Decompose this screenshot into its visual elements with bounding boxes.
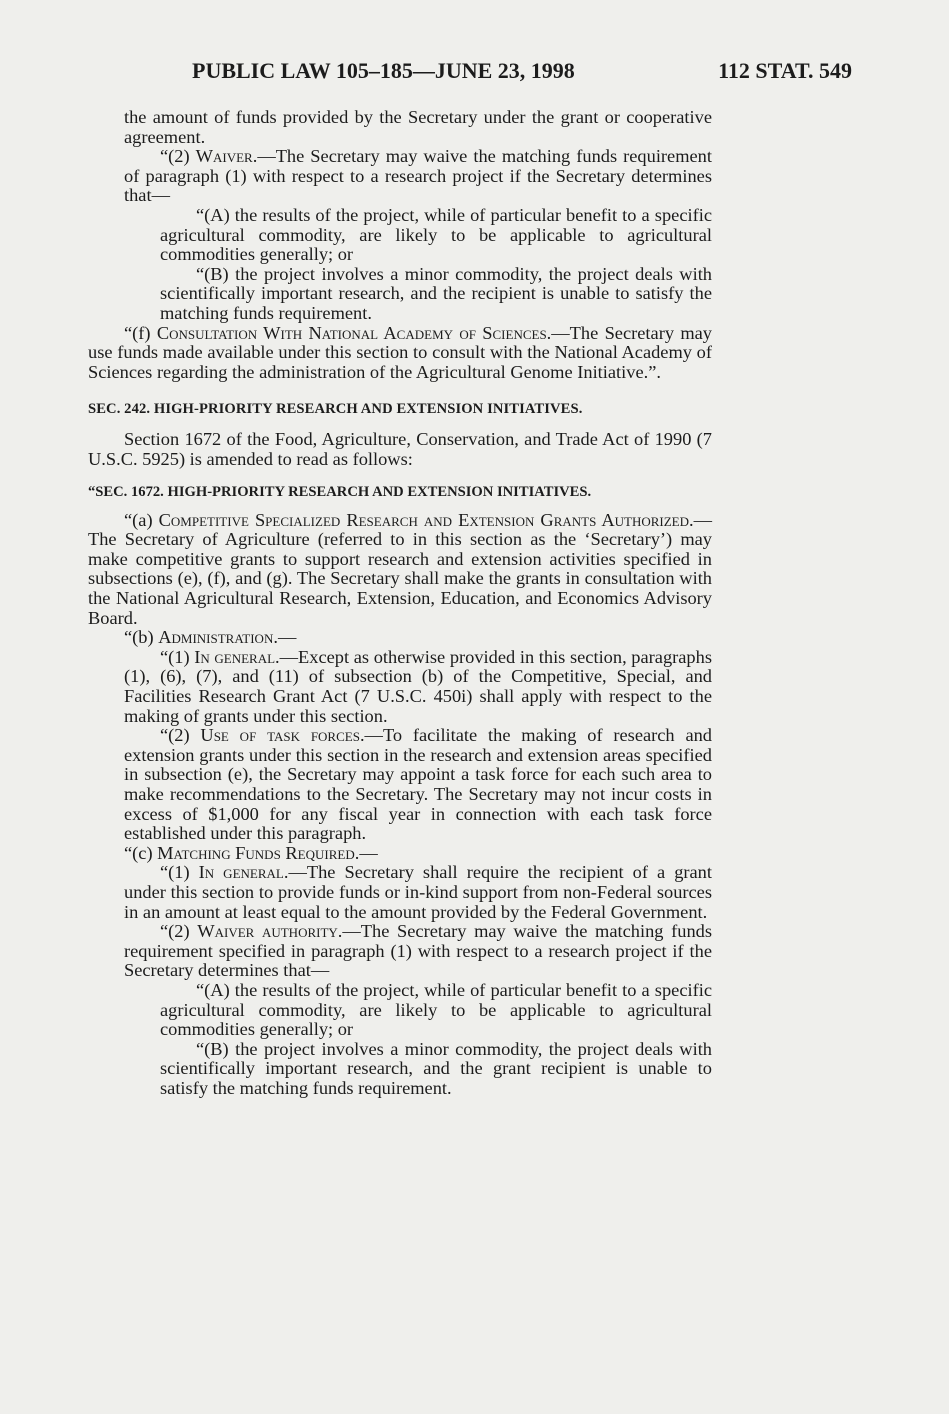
subparagraph-c2a: “(A) the results of the project, while of particular benefit to a specific agricultural commodity, are likely to be applicable to agricultural commodities generally; or <box>160 979 712 1040</box>
header-stat-page: 112 STAT. 549 <box>718 58 852 83</box>
paragraph-text: —Except as otherwise provided in this section, paragraphs (1), (6), (7), and (11) of subsection (b) of the Competitive, Special, and Facilities Research Grant Act (7 U.S.C. 450i) shall apply with respect to the making of grants under this section. <box>124 646 712 726</box>
subsection-heading: Matching Funds Required. <box>157 842 360 863</box>
paragraph-designator: “(1) <box>160 862 199 883</box>
paragraph-continuation: the amount of funds provided by the Secretary under the grant or cooperative agreement. <box>124 107 712 147</box>
subsection-heading: Competitive Specialized Research and Extension Grants Authorized. <box>158 509 694 530</box>
paragraph-heading: Waiver authority. <box>197 921 343 942</box>
subsection-c <box>88 844 712 864</box>
subsection-text: —The Secretary of Agriculture (referred to in this section as the ‘Secretary’) may make competitive grants to support research and extension activities specified in subsections (e), (f), and (g). The Secretary shall make the grants in consultation with the National Agricultural Research, Extension, Education, and Economics Advisory Board. <box>88 509 712 628</box>
subsection-text: — <box>277 627 297 648</box>
subsection-heading: Administration. <box>158 627 278 648</box>
paragraph-text: —The Secretary may waive the matching funds requirement of paragraph (1) with respect to a research project if the Secretary determines that— <box>124 146 712 206</box>
section-heading-242: SEC. 242. HIGH-PRIORITY RESEARCH AND EXTENSION INITIATIVES. <box>88 401 583 418</box>
paragraph-text: —To facilitate the making of research and extension grants under this section in the research and extension areas specified in subsection (e), the Secretary may appoint a task force for each such area to make recommendations to the Secretary. The Secretary may not incur costs in excess of $1,000 for any fiscal year in connection with each task force established under this paragraph. <box>124 725 712 844</box>
paragraph-heading: In general. <box>198 862 289 883</box>
subparagraph-a: “(A) the results of the project, while of particular benefit to a specific agricultural commodity, are likely to be applicable to agricultural commodities generally; or <box>160 204 712 265</box>
paragraph-designator: “(2) <box>160 146 196 167</box>
subsection-b <box>88 628 712 648</box>
subparagraph-b: “(B) the project involves a minor commodity, the project deals with scientifically important research, and the recipient is unable to satisfy the matching funds requirement. <box>160 263 712 323</box>
paragraph-designator: “(2) <box>160 725 201 746</box>
paragraph-text: —The Secretary may waive the matching funds requirement specified in paragraph (1) with respect to a research project if the Secretary determines that— <box>124 921 712 981</box>
paragraph-heading: Use of task forces. <box>200 725 365 746</box>
paragraph-c1 <box>88 863 712 922</box>
paragraph-b2 <box>88 726 712 844</box>
subsection-designator: “(b) <box>124 627 159 648</box>
paragraph-designator: “(1) <box>160 646 195 667</box>
subsection-designator: “(f) <box>124 322 157 343</box>
subsection-a <box>88 511 712 629</box>
paragraph-heading: Waiver. <box>195 146 258 167</box>
section-heading-1672: “SEC. 1672. HIGH-PRIORITY RESEARCH AND EXTENSION INITIATIVES. <box>88 484 592 501</box>
section-242-text: Section 1672 of the Food, Agriculture, Conservation, and Trade Act of 1990 (7 U.S.C. 5925) is amended to read as follows: <box>88 428 712 469</box>
subsection-f <box>88 324 712 383</box>
paragraph-heading: In general. <box>194 646 280 667</box>
body-text <box>88 108 712 1099</box>
running-header <box>88 58 852 88</box>
paragraph-c2 <box>88 922 712 981</box>
header-law-citation: PUBLIC LAW 105–185—JUNE 23, 1998 <box>192 58 575 83</box>
subparagraph-c2b: “(B) the project involves a minor commodity, the project deals with scientifically important research, and the grant recipient is unable to satisfy the matching funds requirement. <box>160 1038 712 1098</box>
paragraph-waiver <box>88 147 712 206</box>
paragraph-text: —The Secretary shall require the recipient of a grant under this section to provide funds or in-kind support from non-Federal sources in an amount at least equal to the amount provided by the Federal Government. <box>124 862 712 922</box>
subsection-designator: “(c) <box>124 842 158 863</box>
paragraph-designator: “(2) <box>160 921 198 942</box>
subsection-heading: Consultation With National Academy of Sciences. <box>156 322 552 343</box>
subsection-text: — <box>359 842 378 863</box>
subsection-designator: “(a) <box>124 509 159 530</box>
subsection-text: —The Secretary may use funds made available under this section to consult with the National Academy of Sciences regarding the administration of the Agricultural Genome Initiative.”. <box>88 322 712 382</box>
paragraph-b1 <box>88 648 712 726</box>
